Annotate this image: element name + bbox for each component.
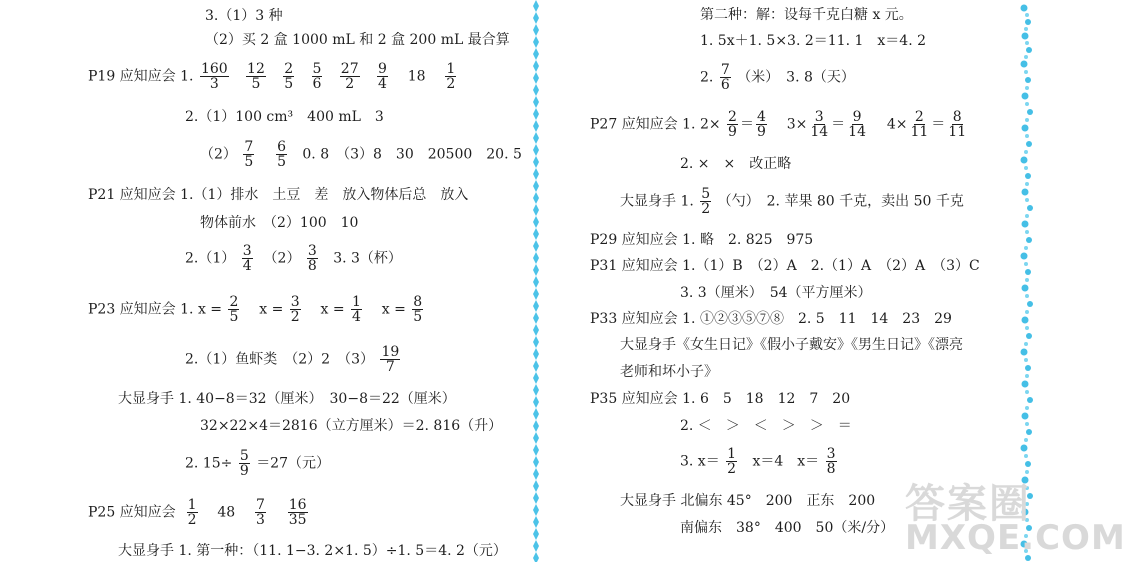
fraction: $\frac{3}{4}$ — [242, 243, 252, 274]
answer-line: 老师和坏小子》 — [620, 364, 718, 380]
p23-answers: P23 应知应会 1. x = $\frac{2}{5}$ x = $\frac{3}{2}$ x = $\frac{1}{4}$ x = $\frac{8}{5}$ — [88, 294, 423, 325]
fraction: $\frac{2}{5}$ — [284, 61, 294, 92]
fraction: $\frac{2}{5}$ — [229, 294, 239, 325]
fraction: $\frac{27}{2}$ — [340, 61, 359, 92]
fraction: $\frac{1}{2}$ — [727, 446, 737, 477]
fraction: $\frac{5}{9}$ — [239, 448, 249, 479]
fraction: $\frac{1}{2}$ — [187, 497, 197, 528]
answer-line: （2） $\frac{7}{5}$ $\frac{6}{5}$ 0. 8 （3）8 30 20500 20. 5 — [200, 139, 522, 170]
answer-line: 大显身手 北偏东 45° 200 正东 200 — [620, 493, 876, 509]
section-label: P25 应知应会 — [88, 504, 176, 521]
p33-answers: P33 应知应会 1. ①②③⑤⑦⑧ 2. 5 11 14 23 29 — [590, 311, 952, 327]
fraction: $\frac{3}{8}$ — [826, 446, 836, 477]
p31-answers: P31 应知应会 1.（1）B （2）A 2.（1）A （2）A （3）C — [590, 258, 980, 274]
fraction: $\frac{4}{9}$ — [756, 109, 766, 140]
p35-answers: P35 应知应会 1. 6 5 18 12 7 20 — [590, 391, 851, 407]
fraction: $\frac{7}{5}$ — [244, 139, 254, 170]
fraction: $\frac{2}{9}$ — [728, 109, 737, 140]
answer-line: 2.（1）鱼虾类 （2）2 （3） $\frac{19}{7}$ — [185, 344, 400, 375]
page-divider — [533, 0, 539, 562]
fraction: $\frac{12}{5}$ — [247, 61, 265, 92]
section-label: P23 应知应会 1. — [88, 301, 194, 318]
fraction: $\frac{5}{2}$ — [701, 186, 711, 217]
answer-line: 大显身手 1. 40−8＝32（厘米） 30−8＝22（厘米） — [118, 391, 456, 407]
fraction: $\frac{1}{4}$ — [352, 294, 361, 325]
answer-line: 物体前水 （2）100 10 — [200, 215, 359, 231]
fraction: $\frac{1}{2}$ — [446, 61, 456, 92]
answer-line: 3. 3（厘米） 54（平方厘米） — [680, 285, 872, 301]
answer-line: 32×22×4＝2816（立方厘米）＝2. 816（升） — [200, 418, 503, 434]
fraction: $\frac{16}{35}$ — [288, 497, 307, 528]
p25-answers: P25 应知应会 $\frac{1}{2}$ 48 $\frac{7}{3}$ $\frac{16}{35}$ — [88, 497, 307, 528]
answer-line: 大显身手 1. 第一种：（11. 1−3. 2×1. 5）÷1. 5＝4. 2（元） — [118, 543, 507, 559]
fraction: $\frac{7}{6}$ — [720, 62, 730, 93]
p19-answers — [88, 62, 458, 91]
watermark-url: MXQE.COM — [905, 518, 1126, 558]
answer-line: 大显身手《女生日记》《假小子戴安》《男生日记》《漂亮 — [620, 337, 963, 353]
answer-line: 2.（1） $\frac{3}{4}$ （2） $\frac{3}{8}$ 3. 3（杯） — [185, 243, 402, 274]
p29-answers: P29 应知应会 1. 略 2. 825 975 — [590, 232, 814, 248]
answer-line: 2. $\frac{7}{6}$ （米） 3. 8（天） — [700, 62, 855, 93]
answer-line: 2.（1）100 cm³ 400 mL 3 — [185, 109, 384, 125]
fraction: $\frac{7}{3}$ — [255, 497, 265, 528]
fraction: $\frac{3}{8}$ — [307, 243, 317, 274]
fraction: $\frac{3}{2}$ — [290, 294, 300, 325]
answer-line: 第二种：解：设每千克白糖 x 元。 — [700, 7, 913, 23]
answer-line: 大显身手 1. $\frac{5}{2}$ （勺） 2. 苹果 80 千克，卖出 50 千克 — [620, 186, 964, 217]
fraction: $\frac{3}{14}$ — [810, 109, 829, 140]
answer-line: 3.（1）3 种 — [205, 8, 283, 24]
fraction: $\frac{8}{5}$ — [413, 294, 423, 325]
answer-line: 1. 5x＋1. 5×3. 2＝11. 1 x＝4. 2 — [700, 33, 927, 49]
answer-value: 18 — [407, 68, 426, 85]
fraction: $\frac{19}{7}$ — [381, 344, 400, 375]
p27-answers: P27 应知应会 1. 2× $\frac{2}{9}$ ＝ $\frac{4}{9}$ 3× $\frac{3}{14}$ ＝ $\frac{9}{14}$ 4× $\frac{2}{11}$ ＝ $\frac{8}{11}$ — [590, 109, 967, 140]
fraction: $\frac{5}{6}$ — [312, 61, 322, 92]
fraction: $\frac{8}{11}$ — [948, 109, 967, 140]
watermark-text: 答案圈 — [905, 481, 1031, 527]
answer-line: （2）买 2 盒 1000 mL 和 2 盒 200 mL 最合算 — [205, 32, 510, 48]
fraction: $\frac{9}{14}$ — [848, 109, 866, 140]
section-label: P27 应知应会 1. 2× — [590, 116, 721, 133]
fraction: $\frac{2}{11}$ — [910, 109, 929, 140]
answer-line: 2. ＜ ＞ ＜ ＞ ＞ ＝ — [680, 418, 852, 434]
answer-line: 3. x＝ $\frac{1}{2}$ x＝4 x＝ $\frac{3}{8}$ — [680, 446, 836, 477]
answer-line: 南偏东 38° 400 50（米/分） — [680, 520, 895, 536]
section-label: P19 应知应会 1. — [88, 68, 194, 85]
p21-answers: P21 应知应会 1.（1）排水 土豆 差 放入物体后总 放入 — [88, 187, 469, 203]
answer-line: 2. × × 改正略 — [680, 156, 792, 172]
answer-line: 2. 15÷ $\frac{5}{9}$ ＝27（元） — [185, 448, 331, 479]
fraction: $\frac{6}{5}$ — [277, 139, 287, 170]
fraction: $\frac{160}{3}$ — [200, 61, 228, 92]
fraction: $\frac{9}{4}$ — [377, 61, 387, 92]
watermark-logo — [905, 472, 1126, 560]
